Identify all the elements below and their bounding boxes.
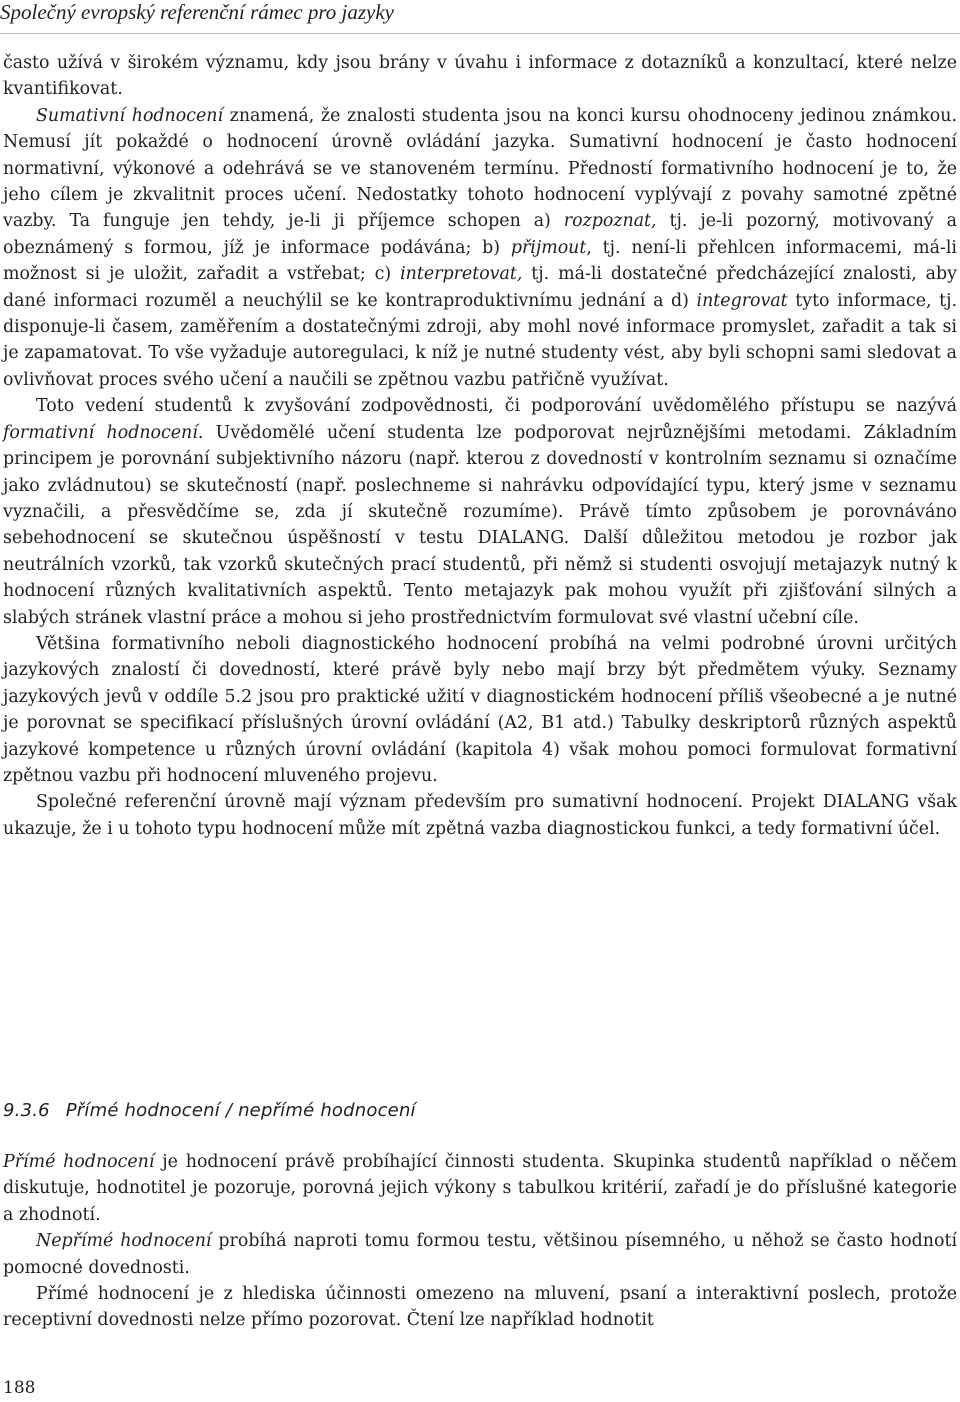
emphasized-term: rozpoznat,	[563, 211, 657, 232]
paragraph	[3, 50, 957, 103]
page-number: 188	[3, 1378, 36, 1398]
emphasized-term: Sumativní hodnocení	[36, 105, 224, 126]
text-run: probíhá naproti tomu formou testu, většinou písemného, u něhož se často hodnotí pomocné dovednosti.	[3, 1231, 958, 1278]
text-run: tyto informace, tj. disponuje-li časem, zaměřením a dostatečnými zdroji, aby mohl nové informace promyslet, zařadit a tak si je zapamatovat. To vše vyžaduje autoregulaci, k níž je nutné studenty vést, aby byli schopni sami sledovat a ovlivňovat proces svého učení a naučili se zpětnou vazbu patřičně využívat.	[3, 290, 958, 390]
emphasized-term: Nepřímé hodnocení	[36, 1231, 212, 1252]
text-run: Společné referenční úrovně mají význam především pro sumativní hodnocení. Projekt DIALANG však ukazuje, že i u tohoto typu hodnocení může mít zpětná vazba diagnostickou funkci, a tedy formativní účel.	[3, 792, 957, 839]
paragraph	[3, 631, 957, 789]
paragraph	[3, 103, 957, 393]
text-run: , tj. není-li přehlcen informacemi, má-li možnost si je uložit, zařadit a vstřebat; c)	[3, 237, 957, 285]
emphasized-term: integrovat	[696, 290, 788, 311]
paragraph	[3, 1149, 957, 1228]
header-rule	[0, 33, 960, 34]
text-run: často užívá v širokém významu, kdy jsou brány v úvahu i informace z dotazníků a konzultací, které nelze kvantifikovat.	[3, 53, 957, 100]
text-run: . Uvědomělé učení studenta lze podporovat nejrůznějšími metodami. Základním principem je porovnání subjektivního názoru (např. kterou z dovedností v kontrolním seznamu si označíme jako zvládnutou) se skutečností (např. poslechneme si nahrávku odpovídající typu, který jsme v seznamu vyznačili, a přesvědčíme se, zda jí skutečně rozumíme). Právě tímto způsobem je porovnáváno sebehodnocení se skutečnou úspěšností v testu DIALANG. Další důležitou metodou je rozbor jak neutrálních vzorků, tak vzorků skutečných prací studentů, při němž si studenti osvojují metajazyk nutný k hodnocení různých kvalitativních aspektů. Tento metajazyk pak mohou využít při zjišťování silných a slabých stránek vlastní práce a mohou si jeho prostřednictvím formulovat své vlastní učební cíle.	[3, 422, 957, 628]
emphasized-term: přijmout	[510, 237, 587, 258]
section-title: Přímé hodnocení / nepřímé hodnocení	[65, 1100, 416, 1121]
text-run: Toto vedení studentů k zvyšování zodpovědnosti, či podporování uvědomělého přístupu se nazývá	[36, 396, 957, 417]
section-heading	[3, 1098, 416, 1124]
text-run: Většina formativního neboli diagnostického hodnocení probíhá na velmi podrobné úrovni určitých jazykových znalostí či dovedností, které právě byly nebo mají brzy být předmětem výuky. Seznamy jazykových jevů v oddíle 5.2 jsou pro praktické užití v diagnostickém hodnocení příliš všeobecné a je nutné je porovnat se specifikací příslušných úrovní ovládání (A2, B1 atd.) Tabulky deskriptorů různých aspektů jazykové kompetence u různých úrovní ovládání (kapitola 4) však mohou pomoci formulovat formativní zpětnou vazbu při hodnocení mluveného projevu.	[3, 633, 957, 786]
paragraph	[3, 393, 957, 631]
body-text-bottom	[3, 1149, 957, 1334]
text-run: Přímé hodnocení je z hlediska účinnosti omezeno na mluvení, psaní a interaktivní poslech, protože receptivní dovednosti nelze přímo pozorovat. Čtení lze například hodnotit	[3, 1284, 957, 1331]
running-header: Společný evropský referenční rámec pro jazyky	[0, 0, 394, 24]
section-number: 9.3.6	[3, 1100, 50, 1121]
emphasized-term: Přímé hodnocení	[3, 1152, 155, 1172]
emphasized-term: formativní hodnocení	[3, 422, 198, 443]
paragraph	[3, 1228, 957, 1281]
text-run: tj. má-li dostatečné předcházející znalosti, aby dané informaci rozuměl a neuchýlil se ke kontraproduktivnímu jednání a d)	[3, 264, 957, 311]
body-text-top	[3, 50, 957, 842]
text-run: tj. je-li pozorný, motivovaný a obeznámený s formou, jíž je informace podávána; b)	[3, 211, 957, 258]
text-run: je hodnocení právě probíhající činnosti studenta. Skupinka studentů například o něčem diskutuje, hodnotitel je pozoruje, porovná jejich výkony s tabulkou kritérií, zařadí je do příslušné kategorie a zhodnotí.	[3, 1152, 957, 1225]
text-run: znamená, že znalosti studenta jsou na konci kursu ohodnoceny jedinou známkou. Nemusí jít pokaždé o hodnocení úrovně ovládání jazyka. Sumativní hodnocení je často hodnocení normativní, výkonové a odehrává se ve stanoveném termínu. Předností formativního hodnocení je to, že jeho cílem je zkvalitnit proces učení. Nedostatky tohoto hodnocení vyplývají z povahy samotné zpětné vazby. Ta funguje jen tehdy, je-li ji příjemce schopen a)	[3, 105, 958, 232]
paragraph	[3, 1281, 957, 1334]
emphasized-term: interpretovat,	[400, 264, 523, 285]
paragraph	[3, 789, 957, 842]
